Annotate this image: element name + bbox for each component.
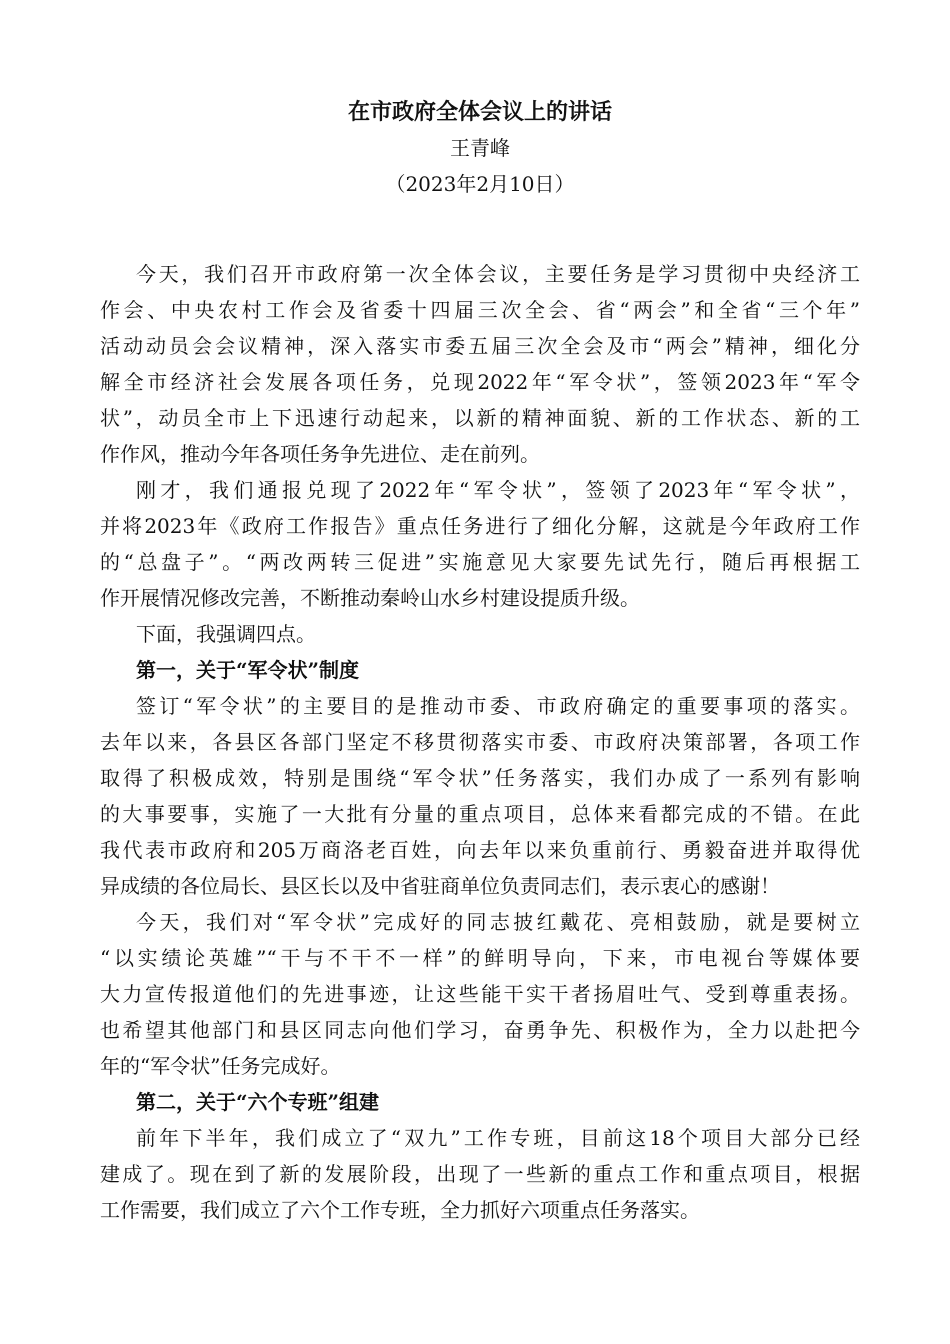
- text-line: 年的“军令状”任务完成好。: [100, 1054, 341, 1078]
- paragraph: [100, 472, 860, 616]
- text-line: 取得了积极成效，特别是围绕“军令状”任务落实，我们办成了一系列有影响: [100, 766, 860, 790]
- text-line: 我代表市政府和205万商洛老百姓，向去年以来负重前行、勇毅奋进并取得优: [100, 838, 860, 862]
- text-line: 签订“军令状”的主要目的是推动市委、市政府确定的重要事项的落实。: [136, 694, 860, 718]
- section-heading: [100, 1084, 860, 1120]
- paragraph: [100, 1120, 860, 1228]
- text-line: 的大事要事，实施了一大批有分量的重点项目，总体来看都完成的不错。在此: [100, 802, 860, 826]
- text-line: 异成绩的各位局长、县区长以及中省驻商单位负责同志们，表示衷心的感谢！: [100, 874, 780, 898]
- paragraph: [100, 688, 860, 904]
- text-line: 下面，我强调四点。: [136, 622, 316, 646]
- text-line: 刚才，我们通报兑现了2022年“军令状”，签领了2023年“军令状”，: [136, 478, 860, 502]
- text-line: 作开展情况修改完善，不断推动秦岭山水乡村建设提质升级。: [100, 586, 640, 610]
- text-line: 的“总盘子”。“两改两转三促进”实施意见大家要先试先行，随后再根据工: [100, 550, 860, 574]
- text-line: 状”，动员全市上下迅速行动起来，以新的精神面貌、新的工作状态、新的工: [100, 406, 860, 430]
- spacer: [100, 202, 860, 256]
- paragraph: [100, 616, 860, 652]
- text-line: 大力宣传报道他们的先进事迹，让这些能干实干者扬眉吐气、受到尊重表扬。: [100, 982, 860, 1006]
- text-line: 前年下半年，我们成立了“双九”工作专班，目前这18个项目大部分已经: [136, 1126, 860, 1150]
- paragraph: [100, 904, 860, 1084]
- text-line: 第二，关于“六个专班”组建: [136, 1090, 380, 1114]
- text-line: 建成了。现在到了新的发展阶段，出现了一些新的重点工作和重点项目，根据: [100, 1162, 860, 1186]
- text-line: 也希望其他部门和县区同志向他们学习，奋勇争先、积极作为，全力以赴把今: [100, 1018, 860, 1042]
- document-author: 王青峰: [450, 136, 510, 160]
- document-body: [100, 256, 860, 1228]
- text-line: 活动动员会会议精神，深入落实市委五届三次全会及市“两会”精神，细化分: [100, 334, 860, 358]
- section-heading: [100, 652, 860, 688]
- text-line: 今天，我们召开市政府第一次全体会议，主要任务是学习贯彻中央经济工: [136, 262, 860, 286]
- text-line: 工作需要，我们成立了六个工作专班，全力抓好六项重点任务落实。: [100, 1198, 700, 1222]
- text-line: 作作风，推动今年各项任务争先进位、走在前列。: [100, 442, 540, 466]
- text-line: 解全市经济社会发展各项任务，兑现2022年“军令状”，签领2023年“军令: [100, 370, 860, 394]
- document-page: [100, 94, 860, 1228]
- paragraph: [100, 256, 860, 472]
- text-line: 并将2023年《政府工作报告》重点任务进行了细化分解，这就是今年政府工作: [100, 514, 860, 538]
- text-line: 今天，我们对“军令状”完成好的同志披红戴花、亮相鼓励，就是要树立: [136, 910, 860, 934]
- text-line: 第一，关于“军令状”制度: [136, 658, 360, 682]
- document-title: 在市政府全体会议上的讲话: [347, 99, 612, 125]
- text-line: 去年以来，各县区各部门坚定不移贯彻落实市委、市政府决策部署，各项工作: [100, 730, 860, 754]
- document-date: （2023年2月10日）: [385, 172, 575, 196]
- text-line: 作会、中央农村工作会及省委十四届三次全会、省“两会”和全省“三个年”: [100, 298, 860, 322]
- text-line: “以实绩论英雄”“干与不干不一样”的鲜明导向，下来，市电视台等媒体要: [100, 946, 860, 970]
